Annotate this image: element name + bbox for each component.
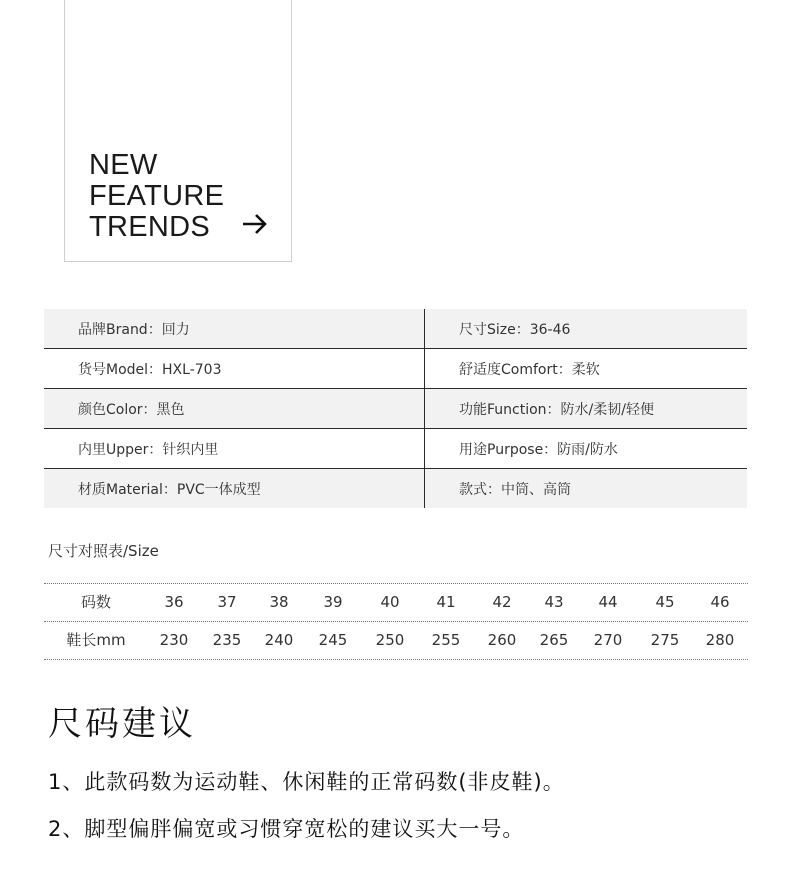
spec-color: 颜色Color：黑色: [44, 389, 425, 428]
size-row-length: [44, 622, 748, 660]
advice-item-2: 2、脚型偏胖偏宽或习惯穿宽松的建议买大一号。: [48, 817, 525, 841]
size-cell: 41: [436, 593, 456, 611]
spec-brand: 品牌Brand：回力: [44, 309, 425, 348]
size-cell: 39: [323, 593, 343, 611]
spec-comfort: 舒适度Comfort：柔软: [459, 361, 600, 378]
size-cell: 36: [164, 593, 184, 611]
feature-line-new: NEW: [89, 149, 158, 181]
size-cell: 260: [487, 631, 517, 649]
size-cell: 240: [264, 631, 294, 649]
spec-function: 功能Function：防水/柔韧/轻便: [459, 401, 654, 418]
size-cell: 235: [212, 631, 242, 649]
size-cell: 45: [655, 593, 675, 611]
size-cell: 265: [539, 631, 569, 649]
advice-item-1: 1、此款码数为运动鞋、休闲鞋的正常码数(非皮鞋)。: [48, 770, 565, 794]
size-row-header: 鞋长mm: [66, 631, 126, 649]
feature-card: [64, 0, 292, 262]
size-cell: 40: [380, 593, 400, 611]
advice-title: 尺码建议: [48, 704, 196, 744]
spec-row: [44, 389, 747, 429]
size-cell: 44: [598, 593, 618, 611]
size-row-codes: [44, 584, 748, 622]
size-cell: 280: [705, 631, 735, 649]
size-cell: 255: [431, 631, 461, 649]
spec-style: 款式：中筒、高筒: [459, 481, 571, 498]
size-cell: 250: [375, 631, 405, 649]
spec-size: 尺寸Size：36-46: [459, 321, 571, 338]
feature-title: [89, 150, 224, 243]
spec-material: 材质Material：PVC一体成型: [44, 469, 425, 508]
feature-line-feature: FEATURE: [89, 180, 225, 212]
spec-row: [44, 469, 747, 508]
spec-upper: 内里Upper：针织内里: [44, 429, 425, 468]
spec-row: [44, 309, 747, 349]
spec-model: 货号Model：HXL-703: [44, 349, 425, 388]
spec-table: [44, 309, 747, 508]
size-cell: 37: [217, 593, 237, 611]
size-cell: 275: [650, 631, 680, 649]
size-cell: 38: [269, 593, 289, 611]
size-cell: 42: [492, 593, 512, 611]
size-cell: 43: [544, 593, 564, 611]
size-row-header: 码数: [80, 593, 112, 611]
spec-purpose: 用途Purpose：防雨/防水: [459, 441, 618, 458]
size-cell: 270: [593, 631, 623, 649]
size-cell: 46: [710, 593, 730, 611]
size-chart-title: 尺寸对照表/Size: [48, 542, 159, 560]
size-table: [44, 583, 748, 660]
size-cell: 230: [159, 631, 189, 649]
feature-line-trends: TRENDS: [89, 211, 211, 243]
spec-row: [44, 429, 747, 469]
spec-row: [44, 349, 747, 389]
size-cell: 245: [318, 631, 348, 649]
arrow-right-icon: [241, 212, 269, 236]
